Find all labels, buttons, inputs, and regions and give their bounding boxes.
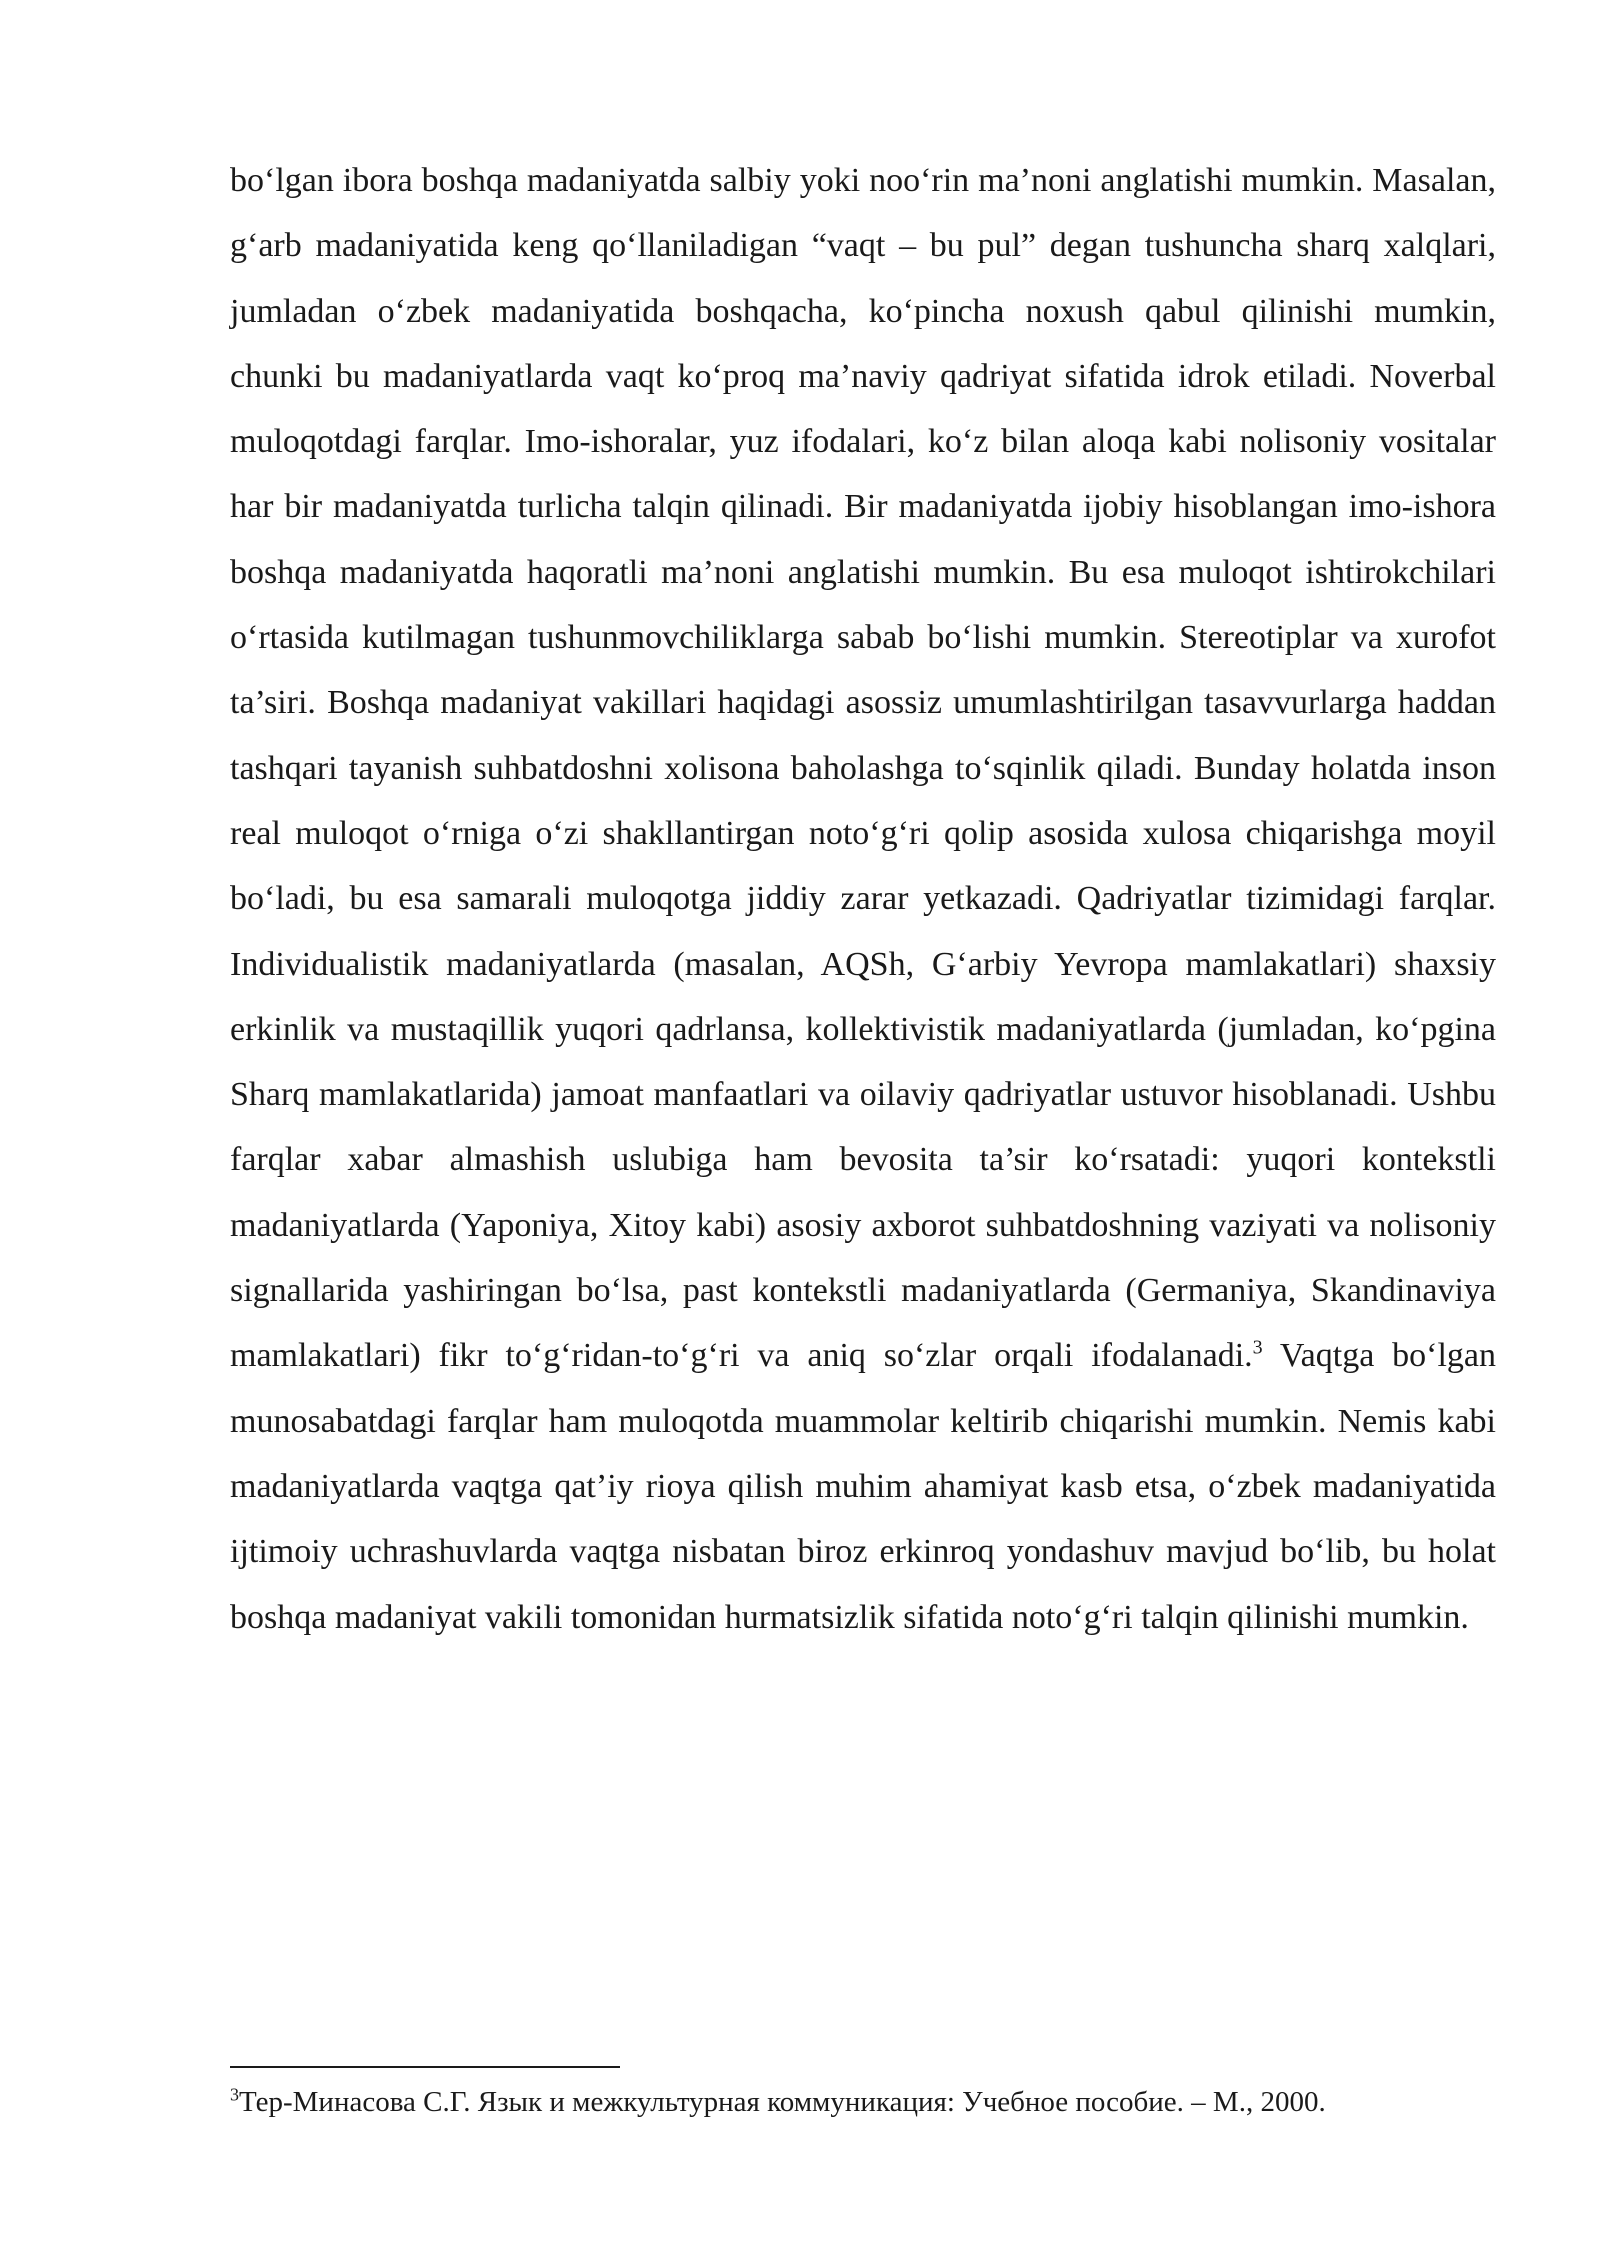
paragraph-text-part-2: Vaqtga bo‘lgan munosabatdagi farqlar ham muloqotda muammolar keltirib chiqarishi mumkin. Nemis kabi madaniyatlarda vaqtga qat’iy rioya qilish muhim ahamiyat kasb etsa, o‘zbek madaniyatida ijtimoiy uchrashuvlarda vaqtga nisbatan biroz erkinroq yondashuv mavjud bo‘lib, bu holat boshqa madaniyat vakili tomonidan hurmatsizlik sifatida noto‘g‘ri talqin qilinishi mumkin. xyxy=(230,1337,1496,1636)
footnote xyxy=(230,2082,1530,2122)
paragraph-text-part-1: bo‘lgan ibora boshqa madaniyatda salbiy yoki noo‘rin ma’noni anglatishi mumkin. Masalan, g‘arb madaniyatida keng qo‘llaniladigan “vaqt – bu pul” degan tushuncha sharq xalqlari, jumladan o‘zbek madaniyatida boshqacha, ko‘pincha noxush qabul qilinishi mumkin, chunki bu madaniyatlarda vaqt ko‘proq ma’naviy qadriyat sifatida idrok etiladi. Noverbal muloqotdagi farqlar. Imo-ishoralar, yuz ifodalari, ko‘z bilan aloqa kabi nolisoniy vositalar har bir madaniyatda turlicha talqin qilinadi. Bir madaniyatda ijobiy hisoblangan imo-ishora boshqa madaniyatda haqoratli ma’noni anglatishi mumkin. Bu esa muloqot ishtirokchilari o‘rtasida kutilmagan tushunmovchiliklarga sabab bo‘lishi mumkin. Stereotiplar va xurofot ta’siri. Boshqa madaniyat vakillari haqidagi asossiz umumlashtirilgan tasavvurlarga haddan tashqari tayanish suhbatdoshni xolisona baholashga to‘sqinlik qiladi. Bunday holatda inson real muloqot o‘rniga o‘zi shakllantirgan noto‘g‘ri qolip asosida xulosa chiqarishga moyil bo‘ladi, bu esa samarali muloqotga jiddiy zarar yetkazadi. Qadriyatlar tizimidagi farqlar. Individualistik madaniyatlarda (masalan, AQSh, G‘arbiy Yevropa mamlakatlari) shaxsiy erkinlik va mustaqillik yuqori qadrlansa, kollektivistik madaniyatlarda (jumladan, ko‘pgina Sharq mamlakatlarida) jamoat manfaatlari va oilaviy qadriyatlar ustuvor hisoblanadi. Ushbu farqlar xabar almashish uslubiga ham bevosita ta’sir ko‘rsatadi: yuqori kontekstli madaniyatlarda (Yaponiya, Xitoy kabi) asosiy axborot suhbatdoshning vaziyati va nolisoniy signallarida yashiringan bo‘lsa, past kontekstli madaniyatlarda (Germaniya, Skandinaviya mamlakatlari) fikr to‘g‘ridan-to‘g‘ri va aniq so‘zlar orqali ifodalanadi. xyxy=(230,162,1496,1375)
footnote-text: Тер-Минасова С.Г. Язык и межкультурная коммуникация: Учебное пособие. – М., 2000. xyxy=(239,2086,1326,2118)
footnote-marker: 3 xyxy=(230,2084,239,2105)
main-paragraph xyxy=(230,148,1496,1650)
footnote-separator xyxy=(230,2066,620,2068)
footnote-reference: 3 xyxy=(1252,1337,1263,1360)
